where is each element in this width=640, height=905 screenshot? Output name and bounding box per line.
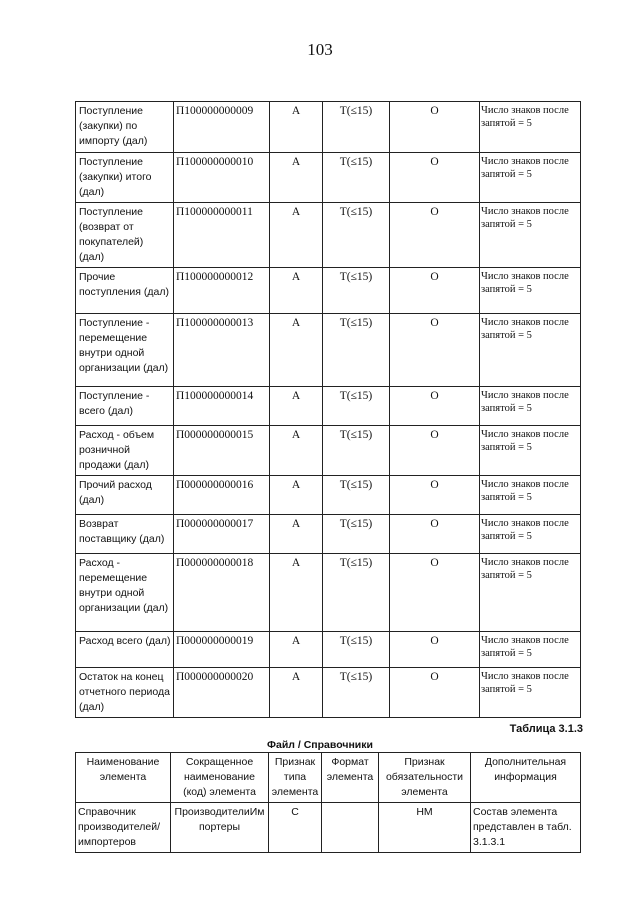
cell-format: Т(≤15) xyxy=(323,515,390,554)
table-header-row xyxy=(76,753,581,803)
table-row xyxy=(76,632,581,668)
table-row xyxy=(76,803,581,853)
cell-name: Поступление - перемещение внутри одной организации (дал) xyxy=(76,314,174,387)
cell-required: О xyxy=(390,268,480,314)
cell-name: Прочие поступления (дал) xyxy=(76,268,174,314)
cell-note: Число знаков после запятой = 5 xyxy=(480,515,581,554)
cell-code: П000000000016 xyxy=(174,476,270,515)
cell-code: П000000000019 xyxy=(174,632,270,668)
cell-name: Остаток на конец отчетного периода (дал) xyxy=(76,668,174,718)
cell-note: Число знаков после запятой = 5 xyxy=(480,203,581,268)
cell-note: Число знаков после запятой = 5 xyxy=(480,102,581,153)
cell-format: Т(≤15) xyxy=(323,203,390,268)
cell-required: О xyxy=(390,554,480,632)
cell-name: Поступление (закупки) итого (дал) xyxy=(76,153,174,203)
cell-note: Число знаков после запятой = 5 xyxy=(480,153,581,203)
cell-type: А xyxy=(270,476,323,515)
cell-code: П100000000011 xyxy=(174,203,270,268)
cell-note: Число знаков после запятой = 5 xyxy=(480,314,581,387)
cell-type: А xyxy=(270,268,323,314)
table-row xyxy=(76,426,581,476)
table-row xyxy=(76,203,581,268)
cell-note: Состав элемента представлен в табл. 3.1.3.1 xyxy=(471,803,581,853)
elements-table xyxy=(75,101,581,718)
cell-format: Т(≤15) xyxy=(323,554,390,632)
cell-type: А xyxy=(270,632,323,668)
cell-type: А xyxy=(270,102,323,153)
cell-required: О xyxy=(390,387,480,426)
cell-required: НМ xyxy=(379,803,471,853)
cell-type: А xyxy=(270,153,323,203)
cell-code: П000000000015 xyxy=(174,426,270,476)
cell-format: Т(≤15) xyxy=(323,668,390,718)
cell-code: П000000000020 xyxy=(174,668,270,718)
cell-code: П100000000012 xyxy=(174,268,270,314)
file-caption: Файл / Справочники xyxy=(267,739,373,751)
cell-format: Т(≤15) xyxy=(323,102,390,153)
cell-name: Расход всего (дал) xyxy=(76,632,174,668)
table-row xyxy=(76,314,581,387)
cell-type: С xyxy=(269,803,322,853)
header-cell: Признак типа элемента xyxy=(269,753,322,803)
cell-note: Число знаков после запятой = 5 xyxy=(480,268,581,314)
cell-code: ПроизводителиИмпортеры xyxy=(171,803,269,853)
cell-type: А xyxy=(270,314,323,387)
cell-required: О xyxy=(390,102,480,153)
cell-format xyxy=(322,803,379,853)
cell-format: Т(≤15) xyxy=(323,426,390,476)
cell-required: О xyxy=(390,668,480,718)
cell-name: Поступление - всего (дал) xyxy=(76,387,174,426)
cell-format: Т(≤15) xyxy=(323,314,390,387)
cell-note: Число знаков после запятой = 5 xyxy=(480,426,581,476)
cell-type: А xyxy=(270,426,323,476)
cell-required: О xyxy=(390,426,480,476)
cell-format: Т(≤15) xyxy=(323,632,390,668)
reference-table xyxy=(75,752,581,853)
cell-name: Поступление (возврат от покупателей) (дал) xyxy=(76,203,174,268)
cell-name: Возврат поставщику (дал) xyxy=(76,515,174,554)
cell-type: А xyxy=(270,515,323,554)
cell-name: Расход - объем розничной продажи (дал) xyxy=(76,426,174,476)
cell-code: П100000000010 xyxy=(174,153,270,203)
cell-format: Т(≤15) xyxy=(323,153,390,203)
cell-type: А xyxy=(270,387,323,426)
header-cell: Формат элемента xyxy=(322,753,379,803)
cell-code: П000000000018 xyxy=(174,554,270,632)
cell-code: П000000000017 xyxy=(174,515,270,554)
header-cell: Признак обязательности элемента xyxy=(379,753,471,803)
page-number: 103 xyxy=(307,40,333,59)
cell-type: А xyxy=(270,668,323,718)
cell-name: Прочий расход (дал) xyxy=(76,476,174,515)
cell-note: Число знаков после запятой = 5 xyxy=(480,554,581,632)
table-row xyxy=(76,476,581,515)
cell-required: О xyxy=(390,203,480,268)
table-row xyxy=(76,554,581,632)
header-cell: Дополнительная информация xyxy=(471,753,581,803)
cell-code: П100000000014 xyxy=(174,387,270,426)
cell-note: Число знаков после запятой = 5 xyxy=(480,632,581,668)
table-row xyxy=(76,268,581,314)
cell-note: Число знаков после запятой = 5 xyxy=(480,668,581,718)
header-cell: Наименование элемента xyxy=(76,753,171,803)
cell-required: О xyxy=(390,632,480,668)
cell-type: А xyxy=(270,554,323,632)
cell-format: Т(≤15) xyxy=(323,387,390,426)
table-row xyxy=(76,102,581,153)
cell-name: Поступление (закупки) по импорту (дал) xyxy=(76,102,174,153)
table-row xyxy=(76,515,581,554)
header-cell: Сокращенное наименование (код) элемента xyxy=(171,753,269,803)
cell-name: Расход - перемещение внутри одной организации (дал) xyxy=(76,554,174,632)
cell-code: П100000000013 xyxy=(174,314,270,387)
table-row xyxy=(76,153,581,203)
cell-note: Число знаков после запятой = 5 xyxy=(480,387,581,426)
cell-required: О xyxy=(390,476,480,515)
cell-format: Т(≤15) xyxy=(323,268,390,314)
cell-required: О xyxy=(390,515,480,554)
table-row xyxy=(76,387,581,426)
cell-required: О xyxy=(390,153,480,203)
cell-required: О xyxy=(390,314,480,387)
table-caption: Таблица 3.1.3 xyxy=(509,723,583,735)
cell-type: А xyxy=(270,203,323,268)
cell-code: П100000000009 xyxy=(174,102,270,153)
cell-format: Т(≤15) xyxy=(323,476,390,515)
table-row xyxy=(76,668,581,718)
cell-name: Справочник производителей/ импортеров xyxy=(76,803,171,853)
cell-note: Число знаков после запятой = 5 xyxy=(480,476,581,515)
